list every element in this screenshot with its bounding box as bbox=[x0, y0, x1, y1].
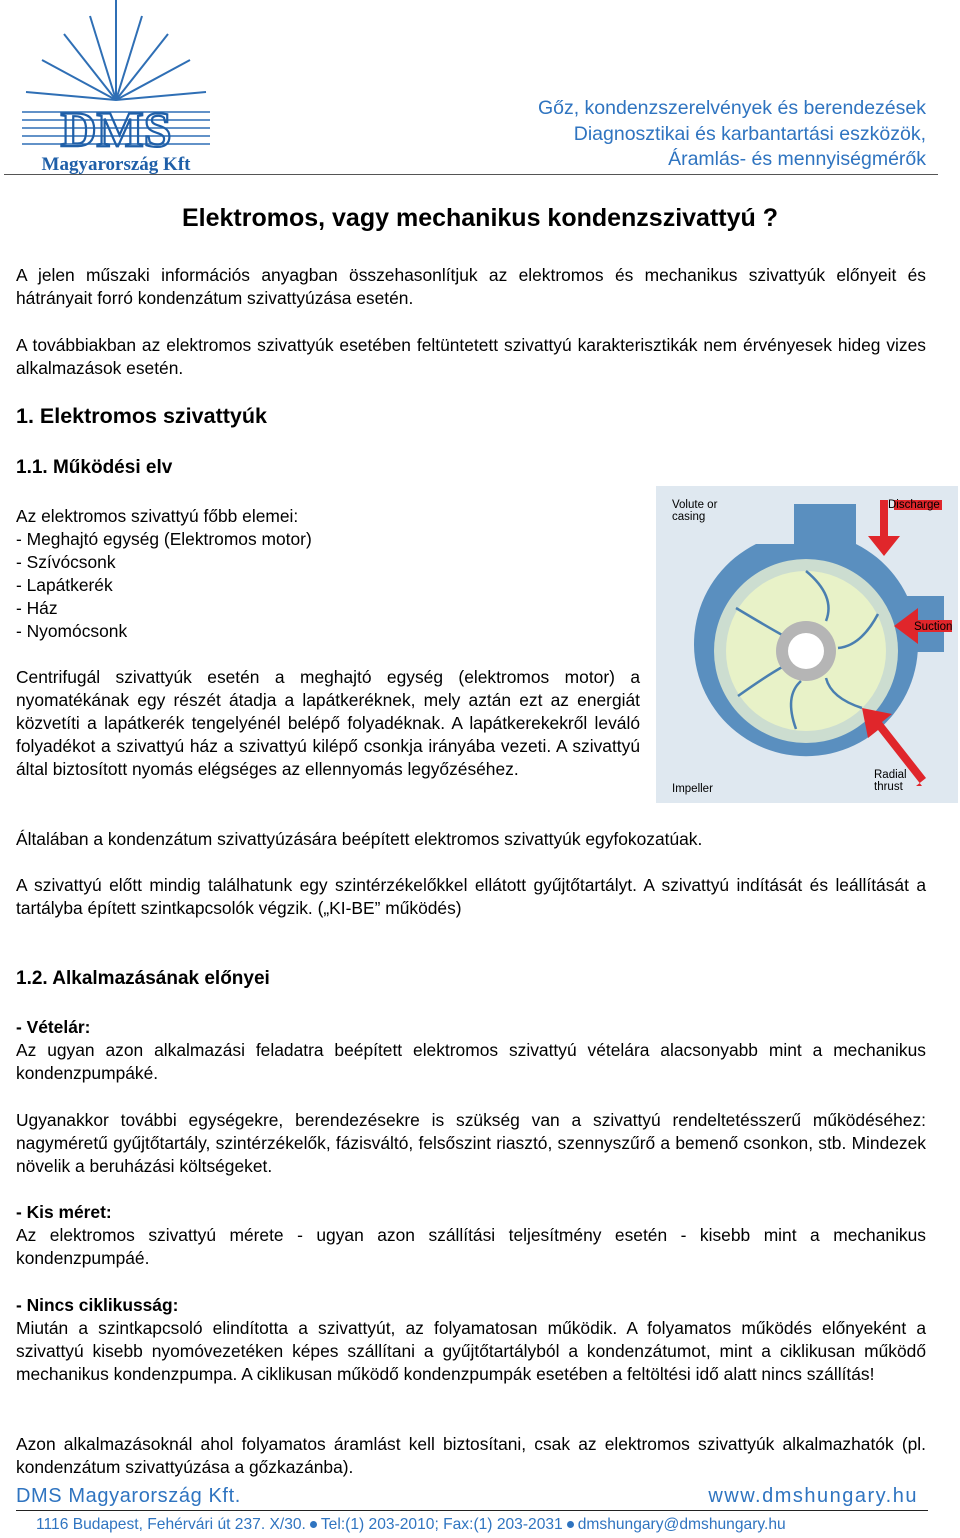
intro-paragraph-1: A jelen műszaki információs anyagban összehasonlítjuk az elektromos és mechanikus szivattyúk előnyeit és hátrányait forró kondenzátum szivattyúzása esetén. bbox=[16, 265, 926, 308]
elements-list bbox=[16, 505, 312, 643]
label-radial-1: Radial bbox=[874, 769, 907, 781]
footer-email-link[interactable]: dmshungary@dmshungary.hu bbox=[577, 1516, 786, 1533]
footer-address: 1116 Budapest, Fehérvári út 237. X/30. bbox=[36, 1516, 306, 1533]
page-title: Elektromos, vagy mechanikus kondenzszivattyú ? bbox=[181, 204, 779, 232]
tagline-line-3: Áramlás- és mennyiségmérők bbox=[668, 148, 926, 170]
header-divider bbox=[4, 174, 938, 175]
list-item: - Lapátkerék bbox=[16, 575, 113, 595]
footer-company: DMS Magyarország Kft. bbox=[16, 1485, 241, 1507]
footer-contact bbox=[36, 1516, 786, 1534]
cycle-paragraph-2: Azon alkalmazásoknál ahol folyamatos áramlást kell biztosítani, csak az elektromos szivattyúk alkalmazhatók (pl. kondenzátum szivattyúzása a gőzkazánba). bbox=[16, 1434, 926, 1477]
size-label: - Kis méret: bbox=[16, 1202, 112, 1222]
price-paragraph-2: Ugyanakkor további egységekre, berendezésekre is szükség van a szivattyú rendeltetésszerű működéséhez: nagyméretű gyűjtőtartály, szintérzékelők, fázisváltó, felsőszint riasztó, szennyszűrő a bemenő csonkon, stb. Mindezek növelik a beruházási költségeket. bbox=[16, 1110, 926, 1176]
section-heading-electric-pumps: 1. Elektromos szivattyúk bbox=[16, 404, 267, 428]
label-volute-1: Volute or bbox=[672, 499, 718, 511]
elements-intro: Az elektromos szivattyú főbb elemei: bbox=[16, 506, 299, 526]
footer-phone: Tel:(1) 203-2010; Fax:(1) 203-2031 bbox=[320, 1516, 563, 1533]
label-suction: Suction bbox=[914, 621, 953, 633]
cycle-label: - Nincs ciklikusság: bbox=[16, 1295, 179, 1315]
centrifugal-paragraph: Centrifugál szivattyúk esetén a meghajtó egység (elektromos motor) a nyomatékának egy részét átadja a lapátkeréknek, mely aztán ezt az energiát közvetíti a lapátkerék tengelyénél belépő folyadéknak. A lapátkerekekről leváló folyadékot a szivattyú ház a szivattyú kilépő csonkja irányába vezeti. A szivattyú által biztosított nyomás elégséges az ellennyomás legyőzéséhez. bbox=[16, 667, 640, 779]
label-volute-2: casing bbox=[672, 511, 706, 523]
header-tagline bbox=[538, 96, 926, 173]
bullet-icon bbox=[310, 1521, 317, 1528]
single-stage-paragraph: Általában a kondenzátum szivattyúzására beépített elektromos szivattyúk egyfokozatúak. bbox=[16, 829, 703, 849]
list-item: - Szívócsonk bbox=[16, 552, 116, 572]
price-label: - Vételár: bbox=[16, 1017, 91, 1037]
subsection-heading-advantages: 1.2. Alkalmazásának előnyei bbox=[16, 968, 270, 989]
tagline-line-2: Diagnosztikai és karbantartási eszközök, bbox=[573, 122, 926, 145]
logo-subtext: Magyarország Kft bbox=[41, 154, 191, 175]
intro-paragraph-2: A továbbiakban az elektromos szivattyúk esetében feltüntetett szivattyú karakterisztikák nem érvényesek hideg vizes alkalmazások esetén. bbox=[16, 335, 926, 378]
list-item: - Ház bbox=[16, 598, 58, 618]
footer-divider bbox=[16, 1510, 928, 1511]
list-item: - Meghajtó egység (Elektromos motor) bbox=[16, 529, 312, 549]
subsection-heading-operation: 1.1. Működési elv bbox=[16, 457, 173, 478]
price-paragraph: Az ugyan azon alkalmazási feladatra beépített elektromos szivattyú vételára alacsonyabb mint a mechanikus kondenzpumpáké. bbox=[16, 1040, 926, 1083]
cycle-paragraph: Miután a szintkapcsoló elindította a szivattyút, az folyamatosan működik. A folyamatos működés előnyeként a szivattyú kisebb nyomóvezetéken képes szállítani a gyűjtőtartályból a kondenzátumot, mint a ciklikusan működő mechanikus kondenzpumpa. A ciklikusan működő kondenzpumpák esetében a feltöltési idő alatt nincs szállítás! bbox=[16, 1318, 926, 1384]
dms-logo bbox=[16, 0, 216, 176]
tank-paragraph: A szivattyú előtt mindig találhatunk egy szintérzékelőkkel ellátott gyűjtőtartályt. A szivattyú indítását és leállítását a tartályba épített szintkapcsolók végzik. („KI-BE” működés) bbox=[16, 875, 926, 918]
pump-diagram bbox=[656, 486, 958, 803]
logo-wordmark: DMS bbox=[60, 101, 172, 157]
label-impeller: Impeller bbox=[672, 783, 713, 795]
footer-website-link[interactable]: www.dmshungary.hu bbox=[708, 1485, 918, 1507]
bullet-icon bbox=[567, 1521, 574, 1528]
size-paragraph: Az elektromos szivattyú mérete - ugyan azon szállítási teljesítmény esetén - kisebb mint a mechanikus kondenzpumpáé. bbox=[16, 1225, 926, 1268]
label-radial-2: thrust bbox=[874, 781, 903, 793]
list-item: - Nyomócsonk bbox=[16, 621, 128, 641]
tagline-line-1: Gőz, kondenzszerelvények és berendezések bbox=[537, 97, 926, 119]
label-discharge: Discharge bbox=[888, 499, 940, 511]
